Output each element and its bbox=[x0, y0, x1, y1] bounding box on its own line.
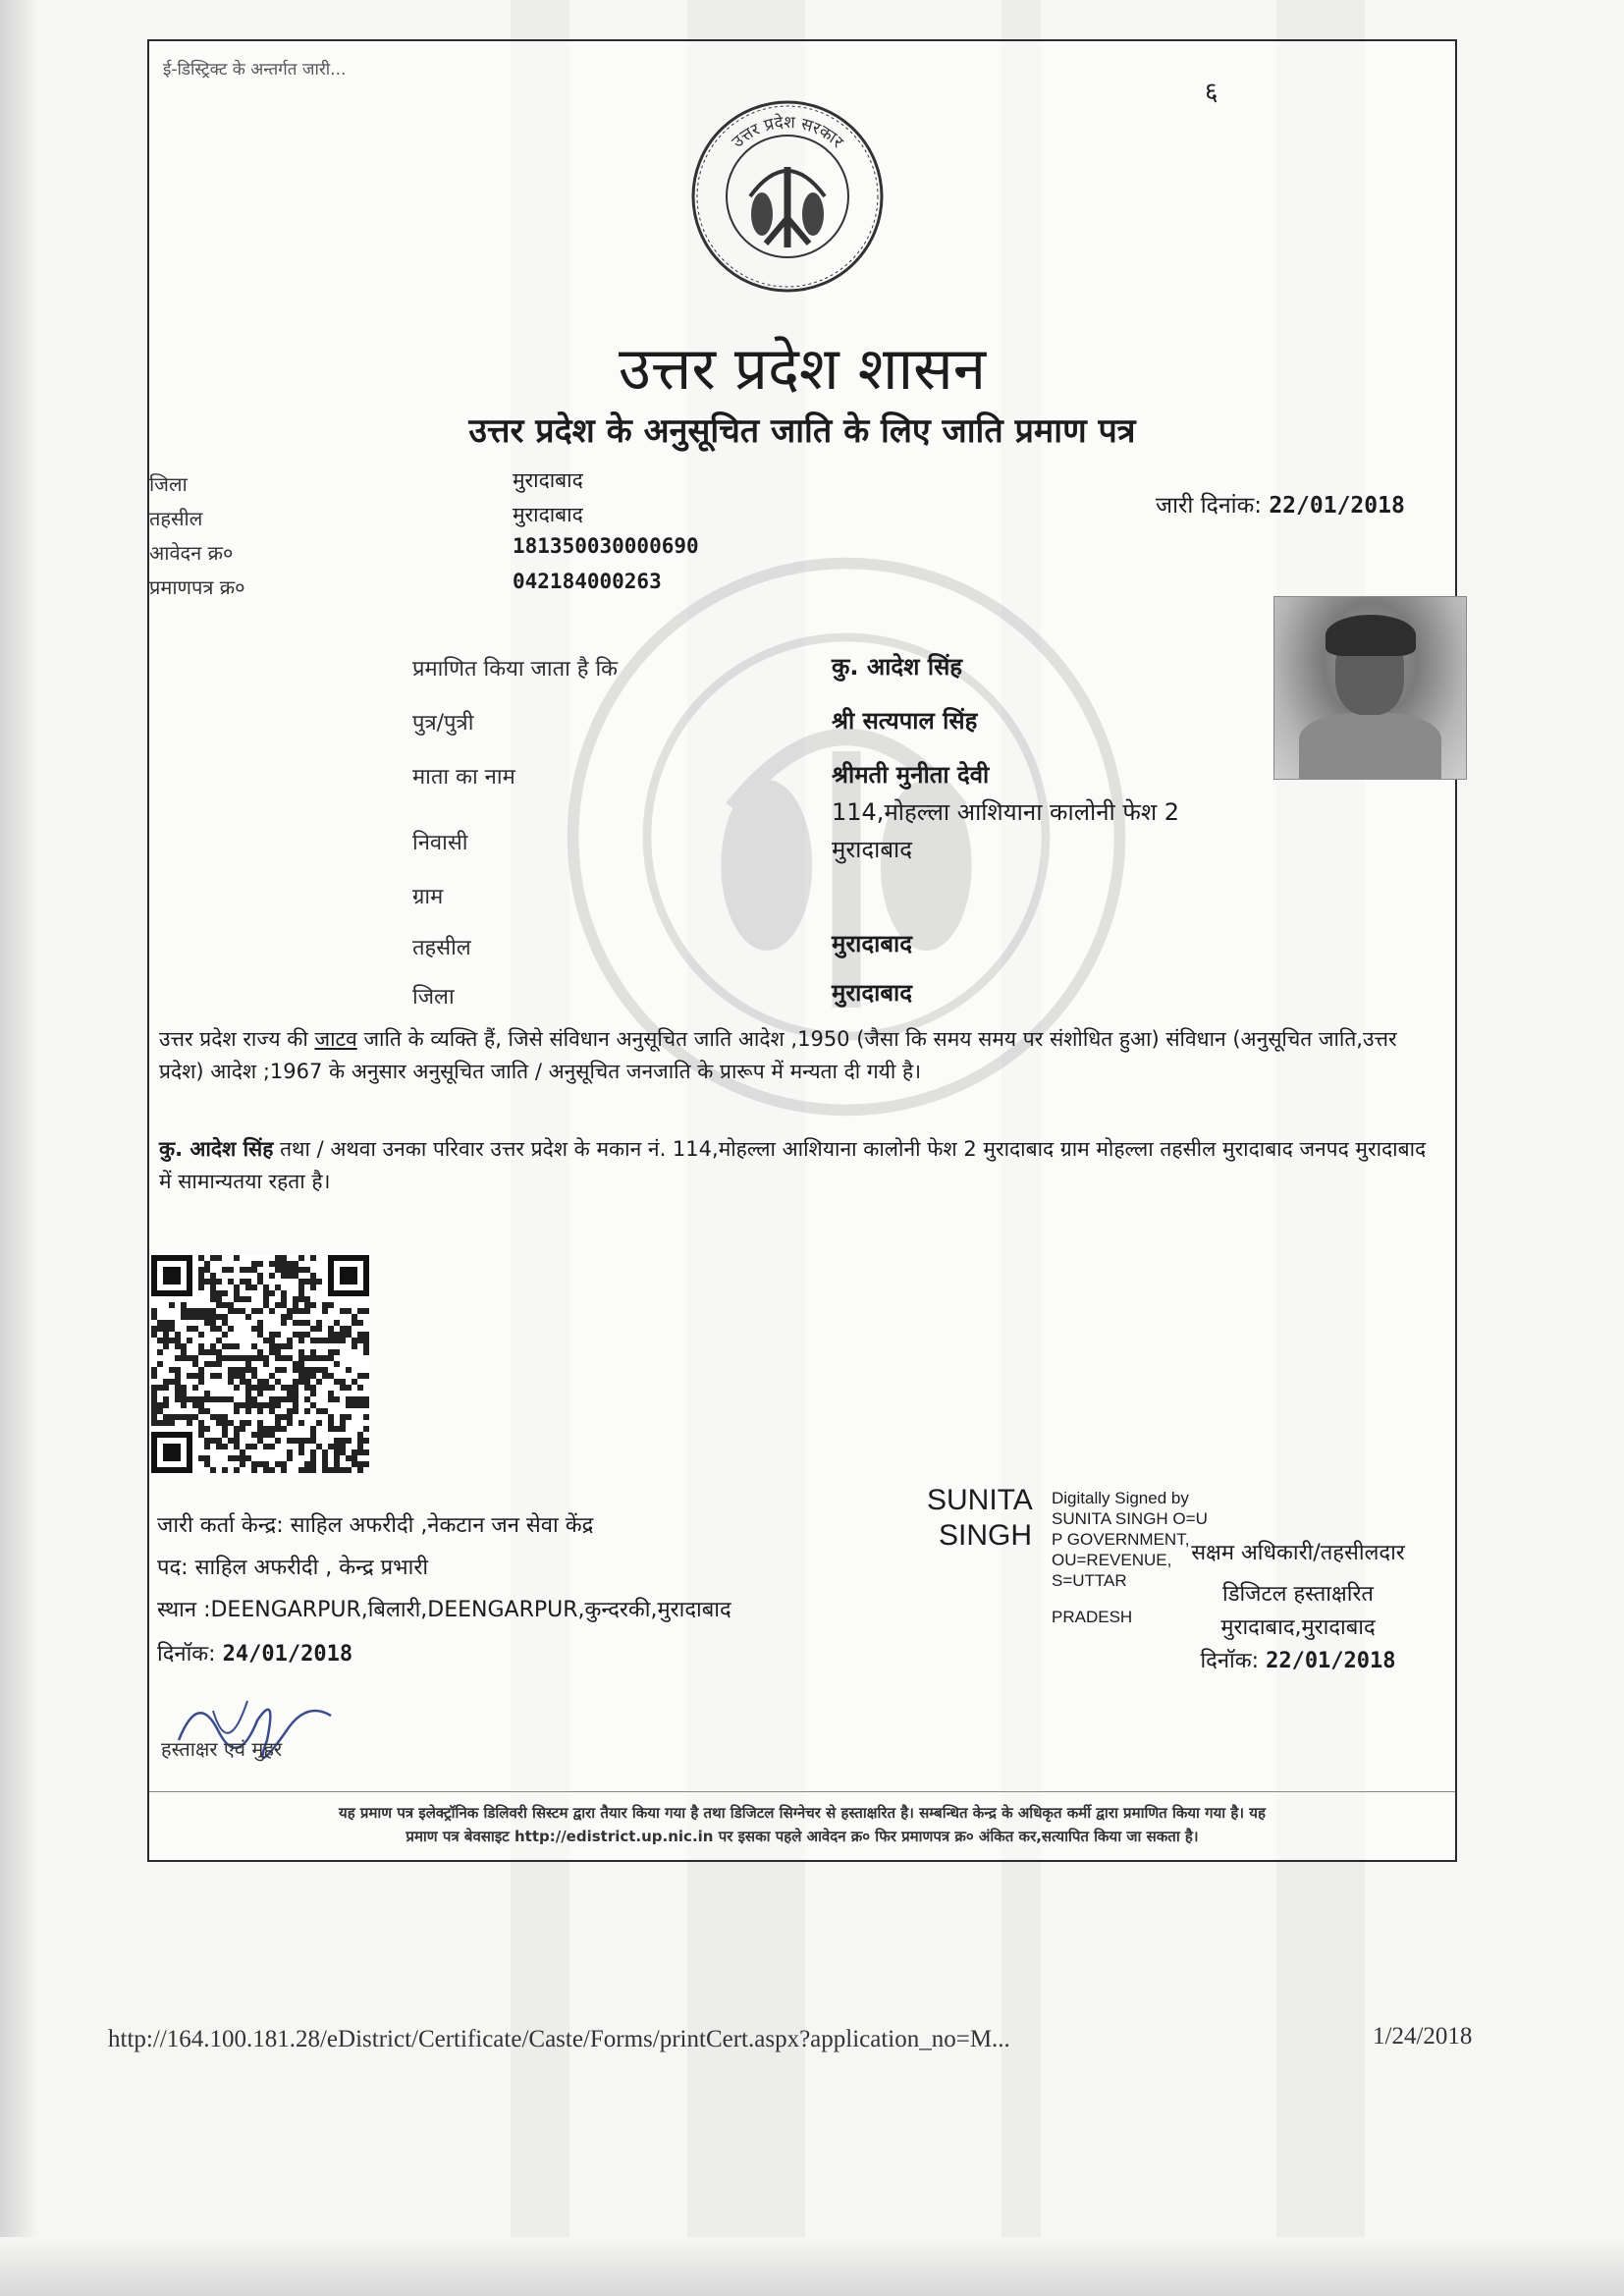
residence-paragraph-rest: तथा / अथवा उनका परिवार उत्तर प्रदेश के मकान नं. 114,मोहल्ला आशियाना कालोनी फेश 2 मुरादाबाद ग्राम मोहल्ला तहसील मुरादाबाद जनपद मुरादाबाद में सामान्यतया रहता है। bbox=[159, 1137, 1427, 1193]
caste-paragraph-post: जाति के व्यक्ति हैं, जिसे संविधान अनुसूचित जाति आदेश ,1950 (जैसा कि समय समय पर संशोधित हुआ) संविधान (अनुसूचित जाति,उत्तर प्रदेश) आदेश ;1967 के अनुसार अनुसूचित जाति / अनुसूचित जनजाति के प्रारूप में मन्यता दी गयी है। bbox=[159, 1027, 1397, 1083]
district-value: मुरादाबाद bbox=[513, 468, 583, 492]
issuer-center: जारी कर्ता केन्द्र: साहिल अफरीदी ,नेकटान जन सेवा केंद्र bbox=[157, 1513, 594, 1538]
application-number: 181350030000690 bbox=[513, 534, 699, 558]
certificate bbox=[147, 39, 1457, 1862]
footer-divider bbox=[149, 1791, 1455, 1792]
residence-line2: मुरादाबाद bbox=[832, 836, 913, 863]
applicant-name: कु. आदेश सिंह bbox=[832, 653, 963, 681]
officer-block bbox=[1141, 1537, 1455, 1678]
svg-text:उत्तर प्रदेश सरकार bbox=[729, 112, 848, 153]
mother-name: श्रीमती मुनीता देवी bbox=[832, 761, 990, 789]
certificate-number-label: प्रमाणपत्र क्र० bbox=[149, 575, 245, 599]
issuer-place: स्थान :DEENGARPUR,बिलारी,DEENGARPUR,कुन्दरकी,मुरादाबाद bbox=[157, 1598, 731, 1622]
caste-paragraph bbox=[159, 1023, 1435, 1088]
digital-signer-name bbox=[927, 1483, 1033, 1554]
officer-date-value: 22/01/2018 bbox=[1266, 1649, 1396, 1673]
handwritten-signature bbox=[159, 1671, 355, 1789]
detail-label: तहसील bbox=[412, 936, 471, 960]
detail-label: प्रमाणित किया जाता है कि bbox=[412, 657, 619, 682]
father-name: श्री सत्यपाल सिंह bbox=[832, 707, 978, 735]
issue-date-label: जारी दिनांक: bbox=[1156, 493, 1263, 519]
applicant-photo bbox=[1273, 596, 1467, 780]
issuer-date bbox=[157, 1638, 352, 1667]
officer-date-label: दिनॉक: bbox=[1200, 1649, 1260, 1673]
caste-name: जाटव bbox=[314, 1027, 357, 1051]
detail-label: पुत्र/पुत्री bbox=[412, 711, 474, 736]
header-note: ई-डिस्ट्रिक्ट के अन्तर्गत जारी... bbox=[163, 60, 347, 80]
officer-title: सक्षम अधिकारी/तहसीलदार bbox=[1191, 1541, 1405, 1565]
residence-paragraph-name: कु. आदेश सिंह bbox=[159, 1137, 274, 1161]
issuer-date-value: 24/01/2018 bbox=[222, 1642, 353, 1667]
officer-signed: डिजिटल हस्ताक्षरित bbox=[1222, 1582, 1374, 1607]
qr-code bbox=[151, 1255, 369, 1473]
page-title: उत्तर प्रदेश शासन bbox=[618, 335, 987, 404]
detail-label: ग्राम bbox=[412, 885, 444, 909]
detail-label: जिला bbox=[412, 985, 455, 1010]
issue-date bbox=[1156, 488, 1405, 519]
residence-paragraph bbox=[159, 1133, 1435, 1198]
tehsil-detail-value: मुरादाबाद bbox=[832, 930, 913, 957]
footer-note bbox=[149, 1801, 1455, 1848]
issuer-post: पद: साहिल अफरीदी , केन्द्र प्रभारी bbox=[157, 1556, 429, 1580]
detail-label: निवासी bbox=[412, 831, 468, 855]
up-govt-emblem bbox=[689, 98, 886, 295]
certificate-number: 042184000263 bbox=[513, 570, 662, 593]
officer-place: मुरादाबाद,मुरादाबाद bbox=[1220, 1615, 1376, 1640]
signature-caption: हस्ताक्षर एवं मुहर bbox=[161, 1737, 283, 1761]
district-label: जिला bbox=[149, 472, 188, 496]
district-detail-value: मुरादाबाद bbox=[832, 979, 913, 1007]
tehsil-label: तहसील bbox=[149, 507, 203, 530]
page-mark: ६ bbox=[1205, 78, 1218, 107]
print-url: http://164.100.181.28/eDistrict/Certificate/Caste/Forms/printCert.aspx?application_no=M... bbox=[108, 2026, 1010, 2052]
residence-line1: 114,मोहल्ला आशियाना कालोनी फेश 2 bbox=[832, 798, 1180, 826]
emblem-text: उत्तर प्रदेश सरकार bbox=[728, 112, 847, 152]
tehsil-value: मुरादाबाद bbox=[513, 503, 583, 526]
digital-signature-tail: PRADESH bbox=[1052, 1608, 1133, 1626]
issue-date-value: 22/01/2018 bbox=[1269, 493, 1405, 519]
certificate-subtitle: उत्तर प्रदेश के अनुसूचित जाति के लिए जाति प्रमाण पत्र bbox=[468, 411, 1136, 451]
scan-bottom-shadow bbox=[0, 2237, 1624, 2296]
officer-date bbox=[1141, 1645, 1455, 1678]
caste-paragraph-pre: उत्तर प्रदेश राज्य की bbox=[159, 1027, 315, 1051]
footer-line1: यह प्रमाण पत्र इलेक्ट्रॉनिक डिलिवरी सिस्टम द्वारा तैयार किया गया है तथा डिजिटल सिग्नेचर से हस्ताक्षरित है। सम्बन्धित केन्द्र के अधिकृत कर्मी द्वारा प्रमाणित किया गया है। यह bbox=[339, 1804, 1266, 1822]
detail-label: माता का नाम bbox=[412, 765, 515, 790]
signer-name-line1: SUNITA bbox=[927, 1484, 1033, 1516]
footer-line2: प्रमाण पत्र बेवसाइट http://edistrict.up.nic.in पर इसका पहले आवेदन क्र० फिर प्रमाणपत्र क्र० अंकित कर,सत्यापित किया जा सकता है। bbox=[406, 1828, 1199, 1845]
scan-left-shadow bbox=[0, 0, 39, 2296]
issuer-date-label: दिनॉक: bbox=[157, 1642, 216, 1667]
digital-signature-text: Digitally Signed by SUNITA SINGH O=U P GOVERNMENT, OU=REVENUE, S=UTTAR bbox=[1052, 1489, 1208, 1590]
signer-name-line2: SINGH bbox=[939, 1519, 1033, 1552]
print-date: 1/24/2018 bbox=[1373, 2023, 1473, 2050]
application-label: आवेदन क्र० bbox=[149, 541, 234, 565]
